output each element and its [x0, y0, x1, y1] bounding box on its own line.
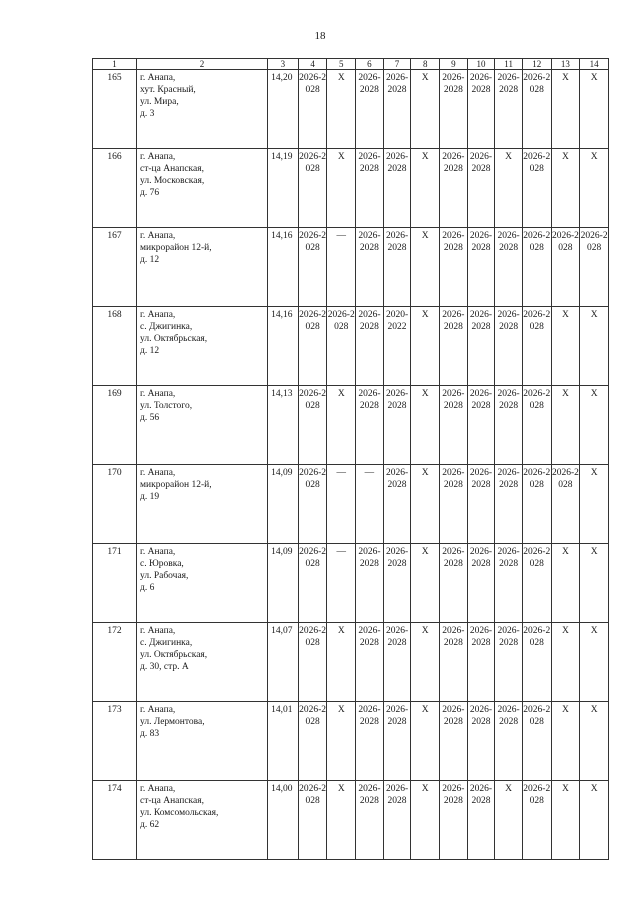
value-cell-col-14: X [580, 70, 609, 149]
value-cell-col-6: 2026-2028 [356, 307, 384, 386]
value-cell-col-14: X [580, 386, 609, 465]
value-cell-col-5: X [327, 386, 356, 465]
value-cell-col-8: X [411, 623, 440, 702]
value-cell-col-11: 2026-2028 [495, 70, 523, 149]
column-header-12: 12 [522, 59, 551, 70]
value-cell-col-6: 2026-2028 [356, 544, 384, 623]
value-cell-col-10: 2026-2028 [467, 544, 495, 623]
row-number: 166 [93, 149, 137, 228]
value-cell-col-6: 2026-2028 [356, 623, 384, 702]
value-cell-col-4: 2026-2028 [298, 623, 327, 702]
value-cell-col-9: 2026-2028 [440, 228, 468, 307]
value-cell-col-13: X [551, 70, 580, 149]
value-cell-col-12: 2026-2028 [522, 465, 551, 544]
value-cell-col-13: X [551, 623, 580, 702]
column-header-5: 5 [327, 59, 356, 70]
value-cell-col-9: 2026-2028 [440, 149, 468, 228]
value-cell-col-13: X [551, 544, 580, 623]
value-cell-col-5: X [327, 70, 356, 149]
value-cell-col-10: 2026-2028 [467, 623, 495, 702]
value-cell-col-7: 2026-2028 [383, 781, 411, 860]
value-cell-col-4: 2026-2028 [298, 781, 327, 860]
value-cell-col-4: 2026-2028 [298, 465, 327, 544]
area-cell: 14,09 [268, 544, 299, 623]
value-cell-col-5: — [327, 228, 356, 307]
value-cell-col-13: 2026-2028 [551, 228, 580, 307]
value-cell-col-8: X [411, 781, 440, 860]
area-cell: 14,13 [268, 386, 299, 465]
value-cell-col-14: X [580, 781, 609, 860]
value-cell-col-14: X [580, 149, 609, 228]
column-header-8: 8 [411, 59, 440, 70]
value-cell-col-5: — [327, 544, 356, 623]
area-cell: 14,07 [268, 623, 299, 702]
address-cell: г. Анапа, ст-ца Анапская, ул. Комсомольская, д. 62 [137, 781, 268, 860]
value-cell-col-10: 2026-2028 [467, 702, 495, 781]
value-cell-col-12: 2026-2028 [522, 307, 551, 386]
value-cell-col-11: 2026-2028 [495, 228, 523, 307]
value-cell-col-11: 2026-2028 [495, 386, 523, 465]
value-cell-col-11: X [495, 781, 523, 860]
row-number: 170 [93, 465, 137, 544]
area-cell: 14,16 [268, 228, 299, 307]
row-number: 171 [93, 544, 137, 623]
value-cell-col-4: 2026-2028 [298, 702, 327, 781]
table-row [93, 623, 609, 702]
address-cell: г. Анапа, ул. Лермонтова, д. 83 [137, 702, 268, 781]
address-cell: г. Анапа, с. Юровка, ул. Рабочая, д. 6 [137, 544, 268, 623]
value-cell-col-10: 2026-2028 [467, 70, 495, 149]
value-cell-col-13: X [551, 781, 580, 860]
column-header-11: 11 [495, 59, 523, 70]
value-cell-col-5: — [327, 465, 356, 544]
value-cell-col-14: 2026-2028 [580, 228, 609, 307]
column-header-14: 14 [580, 59, 609, 70]
table-row [93, 702, 609, 781]
row-number: 174 [93, 781, 137, 860]
value-cell-col-11: 2026-2028 [495, 623, 523, 702]
table-row [93, 70, 609, 149]
value-cell-col-5: X [327, 149, 356, 228]
column-header-13: 13 [551, 59, 580, 70]
row-number: 173 [93, 702, 137, 781]
address-cell: г. Анапа, с. Джигинка, ул. Октябрьская, д. 30, стр. А [137, 623, 268, 702]
column-header-1: 1 [93, 59, 137, 70]
value-cell-col-7: 2026-2028 [383, 228, 411, 307]
value-cell-col-11: 2026-2028 [495, 544, 523, 623]
address-cell: г. Анапа, микрорайон 12-й, д. 19 [137, 465, 268, 544]
value-cell-col-9: 2026-2028 [440, 544, 468, 623]
table-row [93, 781, 609, 860]
value-cell-col-12: 2026-2028 [522, 702, 551, 781]
value-cell-col-7: 2026-2028 [383, 70, 411, 149]
value-cell-col-8: X [411, 702, 440, 781]
value-cell-col-4: 2026-2028 [298, 307, 327, 386]
value-cell-col-11: X [495, 149, 523, 228]
value-cell-col-7: 2026-2028 [383, 386, 411, 465]
value-cell-col-12: 2026-2028 [522, 623, 551, 702]
area-cell: 14,19 [268, 149, 299, 228]
value-cell-col-6: — [356, 465, 384, 544]
column-header-2: 2 [137, 59, 268, 70]
value-cell-col-14: X [580, 544, 609, 623]
value-cell-col-12: 2026-2028 [522, 70, 551, 149]
value-cell-col-10: 2026-2028 [467, 307, 495, 386]
value-cell-col-7: 2026-2028 [383, 465, 411, 544]
table-row [93, 307, 609, 386]
value-cell-col-13: 2026-2028 [551, 465, 580, 544]
value-cell-col-9: 2026-2028 [440, 307, 468, 386]
value-cell-col-12: 2026-2028 [522, 544, 551, 623]
row-number: 172 [93, 623, 137, 702]
value-cell-col-10: 2026-2028 [467, 781, 495, 860]
address-cell: г. Анапа, ст-ца Анапская, ул. Московская, д. 76 [137, 149, 268, 228]
row-number: 167 [93, 228, 137, 307]
column-header-7: 7 [383, 59, 411, 70]
value-cell-col-6: 2026-2028 [356, 702, 384, 781]
value-cell-col-6: 2026-2028 [356, 386, 384, 465]
value-cell-col-14: X [580, 307, 609, 386]
column-header-9: 9 [440, 59, 468, 70]
value-cell-col-9: 2026-2028 [440, 781, 468, 860]
value-cell-col-4: 2026-2028 [298, 386, 327, 465]
header-row [93, 59, 609, 70]
row-number: 165 [93, 70, 137, 149]
table-row [93, 544, 609, 623]
value-cell-col-14: X [580, 465, 609, 544]
value-cell-col-9: 2026-2028 [440, 623, 468, 702]
table-row [93, 149, 609, 228]
value-cell-col-8: X [411, 149, 440, 228]
value-cell-col-11: 2026-2028 [495, 307, 523, 386]
value-cell-col-9: 2026-2028 [440, 386, 468, 465]
value-cell-col-13: X [551, 307, 580, 386]
value-cell-col-13: X [551, 702, 580, 781]
value-cell-col-13: X [551, 149, 580, 228]
value-cell-col-10: 2026-2028 [467, 386, 495, 465]
address-cell: г. Анапа, ул. Толстого, д. 56 [137, 386, 268, 465]
value-cell-col-5: X [327, 702, 356, 781]
address-cell: г. Анапа, хут. Красный, ул. Мира, д. 3 [137, 70, 268, 149]
value-cell-col-7: 2026-2028 [383, 149, 411, 228]
value-cell-col-5: X [327, 623, 356, 702]
value-cell-col-5: X [327, 781, 356, 860]
value-cell-col-4: 2026-2028 [298, 544, 327, 623]
value-cell-col-4: 2026-2028 [298, 149, 327, 228]
value-cell-col-10: 2026-2028 [467, 465, 495, 544]
row-number: 169 [93, 386, 137, 465]
area-cell: 14,20 [268, 70, 299, 149]
area-cell: 14,09 [268, 465, 299, 544]
value-cell-col-11: 2026-2028 [495, 702, 523, 781]
row-number: 168 [93, 307, 137, 386]
value-cell-col-8: X [411, 465, 440, 544]
value-cell-col-9: 2026-2028 [440, 465, 468, 544]
value-cell-col-7: 2026-2028 [383, 702, 411, 781]
value-cell-col-14: X [580, 623, 609, 702]
value-cell-col-10: 2026-2028 [467, 228, 495, 307]
value-cell-col-8: X [411, 228, 440, 307]
table-row [93, 386, 609, 465]
column-header-4: 4 [298, 59, 327, 70]
value-cell-col-8: X [411, 544, 440, 623]
value-cell-col-14: X [580, 702, 609, 781]
area-cell: 14,01 [268, 702, 299, 781]
value-cell-col-4: 2026-2028 [298, 228, 327, 307]
value-cell-col-9: 2026-2028 [440, 70, 468, 149]
value-cell-col-12: 2026-2028 [522, 781, 551, 860]
value-cell-col-5: 2026-2028 [327, 307, 356, 386]
value-cell-col-6: 2026-2028 [356, 228, 384, 307]
column-header-3: 3 [268, 59, 299, 70]
value-cell-col-12: 2026-2028 [522, 228, 551, 307]
value-cell-col-12: 2026-2028 [522, 149, 551, 228]
value-cell-col-6: 2026-2028 [356, 70, 384, 149]
value-cell-col-8: X [411, 307, 440, 386]
value-cell-col-8: X [411, 70, 440, 149]
value-cell-col-12: 2026-2028 [522, 386, 551, 465]
area-cell: 14,16 [268, 307, 299, 386]
value-cell-col-7: 2020-2022 [383, 307, 411, 386]
value-cell-col-11: 2026-2028 [495, 465, 523, 544]
value-cell-col-13: X [551, 386, 580, 465]
address-cell: г. Анапа, с. Джигинка, ул. Октябрьская, д. 12 [137, 307, 268, 386]
column-header-6: 6 [356, 59, 384, 70]
value-cell-col-4: 2026-2028 [298, 70, 327, 149]
value-cell-col-10: 2026-2028 [467, 149, 495, 228]
value-cell-col-9: 2026-2028 [440, 702, 468, 781]
page-number: 18 [314, 30, 326, 42]
column-header-10: 10 [467, 59, 495, 70]
area-cell: 14,00 [268, 781, 299, 860]
value-cell-col-6: 2026-2028 [356, 149, 384, 228]
table-row [93, 228, 609, 307]
value-cell-col-7: 2026-2028 [383, 623, 411, 702]
table-row [93, 465, 609, 544]
address-cell: г. Анапа, микрорайон 12-й, д. 12 [137, 228, 268, 307]
value-cell-col-8: X [411, 386, 440, 465]
data-table [92, 58, 609, 860]
value-cell-col-6: 2026-2028 [356, 781, 384, 860]
value-cell-col-7: 2026-2028 [383, 544, 411, 623]
